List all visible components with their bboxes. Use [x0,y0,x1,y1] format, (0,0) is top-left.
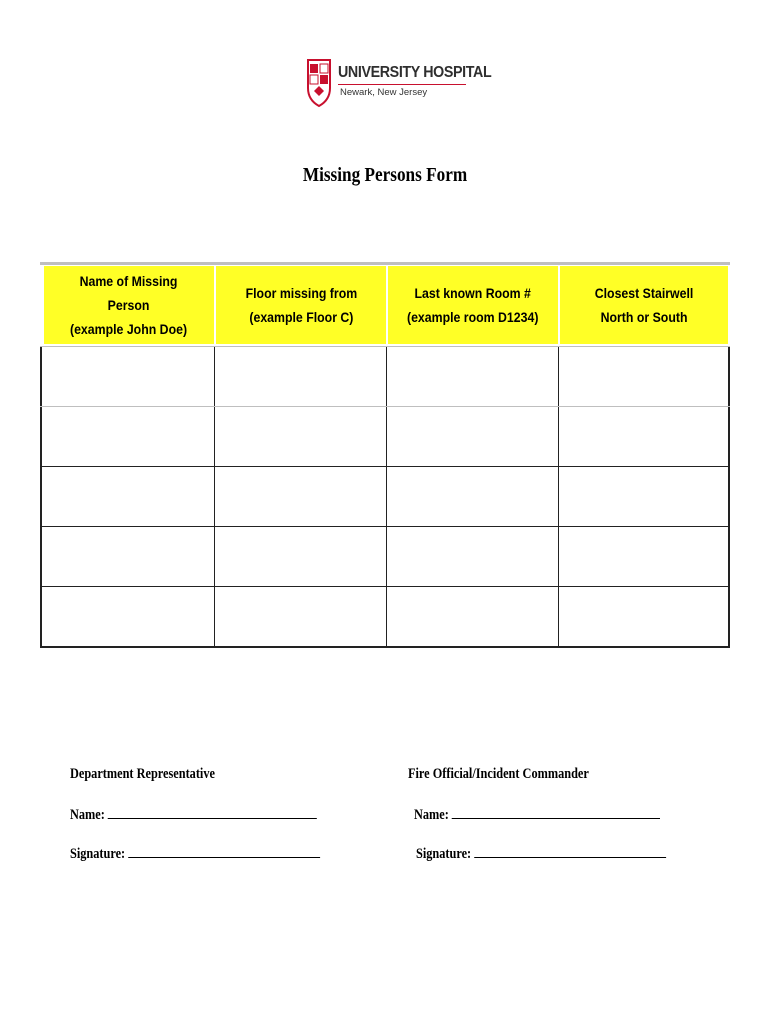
table-border-left [40,346,42,648]
table-cell[interactable] [216,468,386,524]
table-row-divider [40,466,730,467]
table-cell[interactable] [560,468,728,524]
logo-wordmark: UNIVERSITY HOSPITAL [338,64,492,81]
department-signature-field[interactable] [128,843,320,858]
fire-official-signature-row [416,843,666,863]
table-cell[interactable] [388,588,558,644]
table-column-divider [386,346,387,646]
column-header-room: Last known Room # (example room D1234) [388,266,558,344]
table-cell[interactable] [388,528,558,584]
table-cell[interactable] [560,348,728,404]
logo-divider [338,84,466,85]
table-row-divider [40,586,730,587]
table-border-bottom [40,646,730,648]
table-cell[interactable] [216,348,386,404]
fire-official-name-field[interactable] [452,804,660,819]
table-row-divider [40,346,730,347]
form-title: Missing Persons Form [302,164,468,186]
fire-official-heading: Fire Official/Incident Commander [408,766,589,782]
department-signature-row [70,843,320,863]
table-cell[interactable] [388,468,558,524]
table-cell[interactable] [44,588,214,644]
logo-location: Newark, New Jersey [340,87,428,98]
missing-persons-table [40,262,730,648]
table-row-divider [40,406,730,407]
department-name-label: Name: [70,807,105,823]
fire-official-signature-field[interactable] [474,843,666,858]
table-row-divider [40,526,730,527]
column-header-floor: Floor missing from (example Floor C) [216,266,386,344]
table-cell[interactable] [44,348,214,404]
table-border-top [40,262,730,265]
table-cell[interactable] [560,528,728,584]
department-name-field[interactable] [108,804,317,819]
table-cell[interactable] [560,408,728,464]
department-signature-label: Signature: [70,846,126,862]
column-header-stairwell: Closest Stairwell North or South [560,266,728,344]
table-cell[interactable] [388,348,558,404]
table-cell[interactable] [560,588,728,644]
table-cell[interactable] [44,408,214,464]
table-cell[interactable] [216,588,386,644]
table-cell[interactable] [216,528,386,584]
department-name-row [70,804,317,824]
hospital-crest-icon [306,58,334,108]
table-border-right [728,346,730,648]
table-cell[interactable] [44,528,214,584]
table-cell[interactable] [44,468,214,524]
column-header-name: Name of Missing Person (example John Doe) [44,266,214,344]
table-cell[interactable] [216,408,386,464]
fire-official-name-label: Name: [414,807,449,823]
table-column-divider [558,346,559,646]
department-heading: Department Representative [70,766,215,782]
fire-official-name-row [414,804,660,824]
table-cell[interactable] [388,408,558,464]
table-column-divider [214,346,215,646]
hospital-logo [306,58,492,108]
fire-official-signature-label: Signature: [416,846,472,862]
